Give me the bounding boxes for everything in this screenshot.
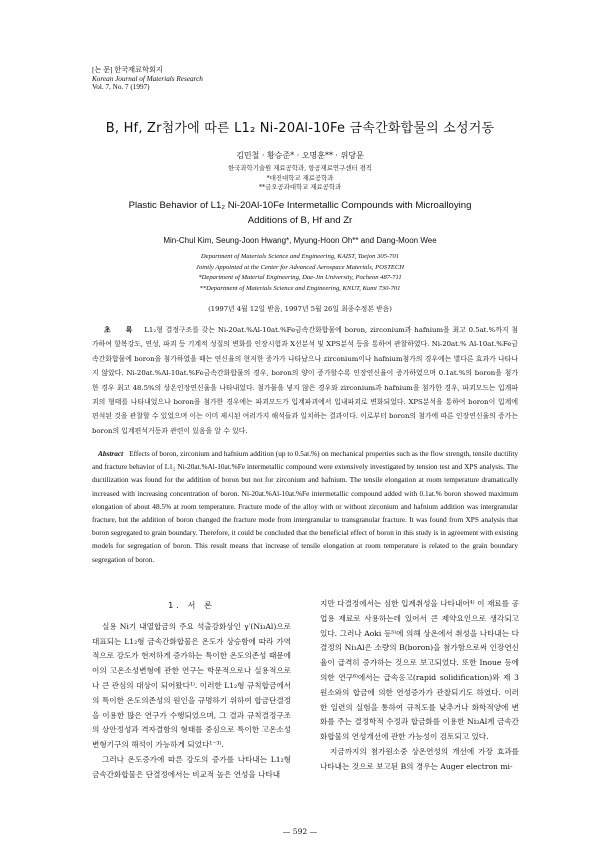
- authors-english: Min-Chul Kim, Seung-Joon Hwang*, Myung-Hoon Oh** and Dang-Moon Wee: [163, 236, 437, 245]
- intro-paragraph-2: 그러나 온도증가에 따른 강도의 증가를 나타내는 L1₂형 금속간화합물은 단결정에서는 비교적 높은 연성을 나타내: [92, 754, 291, 779]
- section-heading-introduction: 1. 서 론: [168, 600, 215, 610]
- received-dates: (1997년 4월 12일 받음, 1997년 5월 26일 최종수정본 받음): [208, 305, 392, 313]
- affiliation-ko-3: **금오공과대학교 재료공학과: [258, 183, 342, 192]
- journal-volume: Vol. 7, No. 7 (1997): [92, 83, 150, 92]
- abstract-ko-text: L1₂형 결정구조를 갖는 Ni-20at.%Al-10at.%Fe금속간화합물에 boron, zirconium과 hafnium을 최고 0.5at.%까지 첨가하여 항복강도, 연성, 파괴 등 기계적 성질의 변화를 인장시험과 X선분석 및 XPS분석 등을 통하여 관찰하였다. Ni-20at.% Al-10at.%Fe금속간화합물에 boron을 첨가하였을 때는 연신율의 현저한 증가가 나타났으나 zirconium이나 hafnium첨가의 경우에는 별다른 효과가 나타나지 않았다. Ni-20at.%Al-10at.%Fe금속간화합물의 경우, boron의 양이 증가할수록 인장연신율이 증가하였으며 0.1at.%의 boron을 첨가한 경우 최고 48.5%의 상온인장연신율을 나타내었다. 첨가물을 넣지 않은 경우와 zirconium과 hafnium을 첨가한 경우, 파괴모드는 입계파괴의 형태를 나타내었으나 boron을 첨가한 경우에는 파괴모드가 입계파괴에서 입내파괴로 변화되었다. XPS분석을 통하여 boron이 입계에 편석된 것을 관찰할 수 있었으며 이는 이미 제시된 여러가지 해석들과 일치하는 결과이다. 이로부터 boron의 첨가에 따른 인장연신율의 증가는 boron의 입계편석거동과 관련이 있음을 알 수 있다.: [92, 326, 518, 435]
- abstract-ko-label: 초 록: [104, 326, 139, 334]
- intro-paragraph-1: 실용 Ni기 내열합금의 주요 석출강화상인 γ′(Ni₃Al)으로 대표되는 L1₂형 금속간화합물은 온도가 상승함에 따라 가역적으로 강도가 현저하게 증가하는 특이한 온도의존성 때문에 이의 고온소성변형에 관한 연구는 학문적으로나 실용적으로나 큰 관심의 대상이 되어왔다¹⁾. 이러한 L1₂형 규칙합금에서의 특이한 온도의존성의 원인을 규명하기 위하여 합금단결정을 이용한 많은 연구가 수행되었으며, 그 결과 규칙결정구조의 상안정성과 격자결함의 형태를 중심으로 특이한 고온소성변형기구의 해석이 가능하게 되었다¹⁻³⁾.: [92, 621, 291, 750]
- affiliation-en-1: Department of Materials Science and Engineering, KAIST, Taejon 305-701: [200, 253, 400, 260]
- authors-korean: 김민철 · 황승준* · 오명훈** · 위당문: [236, 151, 364, 160]
- intro-paragraph-4: 지금까지의 첨가원소중 상온연성의 개선에 가장 효과를 나타내는 것으로 보고된 B의 경우는 Auger electron mi-: [320, 746, 519, 771]
- title-en-line-1: Plastic Behavior of L1₂ Ni-20Al-10Fe Intermetallic Compounds with Microalloying: [128, 200, 472, 211]
- title-korean: B, Hf, Zr첨가에 따른 L1₂ Ni-20Al-10Fe 금속간화합물의 소성거동: [105, 121, 495, 136]
- abstract-en-label: Abstract: [98, 449, 124, 458]
- journal-name: Korean Journal of Materials Research: [92, 74, 203, 83]
- title-english: [0, 198, 600, 228]
- title-en-line-2: Additions of B, Hf and Zr: [247, 215, 353, 226]
- right-column: [320, 597, 519, 775]
- affiliation-en-2: Jointly Appointed at the Center for Advanced Aerospace Materials, POSTECH: [195, 263, 405, 271]
- abstract-english: [92, 447, 518, 566]
- affiliation-ko-1: 한국과학기술원 재료공학과, 항공재료연구센터 겸직: [228, 164, 372, 172]
- journal-tag: [논 문] 한국재료학회지: [92, 66, 163, 74]
- affiliation-ko-2: *대진대학교 재료공학과: [266, 173, 334, 182]
- page-number: — 592 —: [282, 827, 318, 836]
- affiliation-en-4: **Department of Materials Science and Engineering, KNUT, Kumi 730-701: [199, 284, 401, 292]
- abstract-en-text: Effects of boron, zirconium and hafnium addition (up to 0.5at.%) on mechanical properties such as the flow strength, tensile ductility and fracture behavior of L1₂ Ni-20at.%Al-10at.%Fe intermetallic compound were extensively investigated by tension test and XPS analysis. The ductilization was found for the addition of boron but not for zirconium and hafnium. The tensile elongation at room temperature dramatically increased with increasing concentration of boron. Ni-20at.%Al-10at.%Fe intermetallic compound added with 0.1at.% boron showed maximum elongation of about 48.5% at room temperature. Fracture mode of the alloy with or without zirconium and hafnium addition was intergranular fracture, but the addition of boron changed the fracture mode from intergranular to transgranular fracture. It was found from XPS analysis that boron segregated to grain boundary. Therefore, it could be concluded that the beneficial effect of boron in this study is in agreement with existing models for segregation of boron. This result means that increase of tensile elongation at room temperature is related to the grain boundary segregation of boron.: [92, 449, 518, 564]
- abstract-korean: [92, 323, 518, 438]
- affiliation-en-3: *Department of Material Engineering, Dae-Jin University, Pocheon 487-711: [198, 274, 402, 282]
- intro-paragraph-3: 지만 다결정에서는 심한 입계취성을 나타내어⁴⁾ 이 재료를 공업용 재료로 사용하는데 있어서 큰 제약요인으로 생각되고 있다. 그러나 Aoki 등⁵⁾에 의해 상온에서 취성을 나타내는 다결정의 Ni₃Al은 소량의 B(boron)을 첨가함으로써 인장연신율이 급격히 증가하는 것으로 보고되었다. 또한 Inoue 등에 의한 연구⁶⁾에서는 급속응고(rapid solidification)와 제 3 원소와의 합금에 의한 연성증가가 관찰되기도 하였다. 이러한 일련의 실험을 통하여 규칙도를 낮추거나 화학적양에 변화를 주는 결정학적 수정과 합금화를 이용한 Ni₃Al계 금속간화합물의 연성개선에 관한 가능성이 검토되고 있다.: [320, 599, 519, 742]
- affiliations-korean: [0, 164, 600, 193]
- affiliations-english: [0, 252, 600, 294]
- left-column: [92, 598, 291, 783]
- journal-header: [92, 66, 203, 92]
